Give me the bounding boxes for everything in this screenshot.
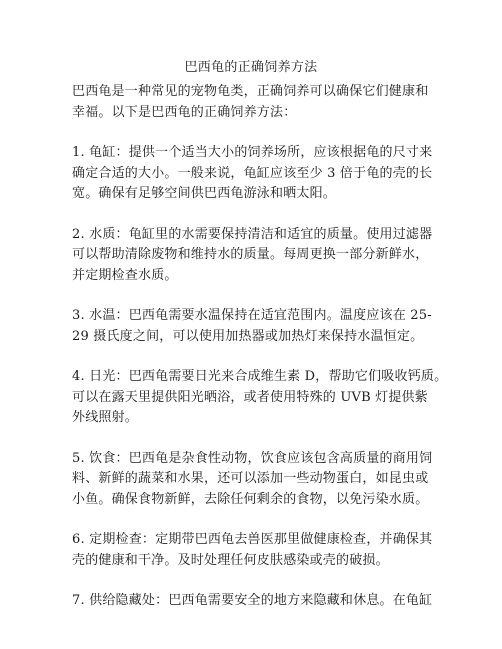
paragraph-line: 可以帮助清除废物和维持水的质量。每周更换一部分新鲜水， (72, 247, 429, 262)
section-water-quality (72, 225, 444, 287)
paragraph-line: 并定期检查水质。 (72, 267, 178, 283)
paragraph-line: 料、新鲜的蔬菜和水果，还可以添加一些动物蛋白，如昆虫或 (72, 471, 429, 486)
paragraph-line: 壳的健康和干净。及时处理任何皮肤感染或壳的破损。 (72, 552, 389, 568)
paragraph-line: 3. 水温：巴西龟需要水温保持在适宜范围内。温度应该在 25- (72, 308, 432, 323)
section-diet (72, 449, 444, 511)
paragraph-line: 确定合适的大小。一般来说，龟缸应该至少 3 倍于龟的壳的长 (72, 165, 433, 181)
paragraph-line: 幸福。以下是巴西龟的正确饲养方法： (72, 104, 297, 120)
section-sunlight (72, 367, 448, 429)
section-health-check (72, 530, 444, 571)
paragraph-line: 1. 龟缸：提供一个适当大小的饲养场所，应该根据龟的尺寸来 (72, 145, 433, 160)
section-hiding-place (72, 591, 444, 612)
document-body (72, 82, 448, 632)
paragraph-line: 小鱼。确保食物新鲜，去除任何剩余的食物，以免污染水质。 (72, 491, 429, 507)
document-title: 巴西龟的正确饲养方法 (184, 60, 318, 75)
paragraph-line: 29 摄氏度之间，可以使用加热器或加热灯来保持水温恒定。 (72, 328, 424, 344)
paragraph-line: 7. 供给隐藏处：巴西龟需要安全的地方来隐藏和休息。在龟缸 (72, 593, 433, 608)
paragraph-line: 2. 水质：龟缸里的水需要保持清洁和适宜的质量。使用过滤器 (72, 226, 433, 242)
intro-paragraph (72, 82, 444, 123)
paragraph-line: 宽。确保有足够空间供巴西龟游泳和晒太阳。 (72, 186, 337, 201)
paragraph-line: 5. 饮食：巴西龟是杂食性动物，饮食应该包含高质量的商用饲 (72, 450, 433, 466)
paragraph-line: 可以在露天里提供阳光晒浴，或者使用特殊的 UVB 灯提供紫 (72, 389, 428, 405)
paragraph-line: 6. 定期检查：定期带巴西龟去兽医那里做健康检查，并确保其 (72, 532, 433, 547)
paragraph-line: 外线照射。 (72, 410, 139, 425)
paragraph-line: 4. 日光：巴西龟需要日光来合成维生素 D，帮助它们吸收钙质。 (72, 369, 448, 384)
section-water-temperature (72, 306, 444, 347)
paragraph-line: 巴西龟是一种常见的宠物龟类，正确饲养可以确保它们健康和 (72, 84, 429, 99)
section-tank (72, 143, 444, 205)
